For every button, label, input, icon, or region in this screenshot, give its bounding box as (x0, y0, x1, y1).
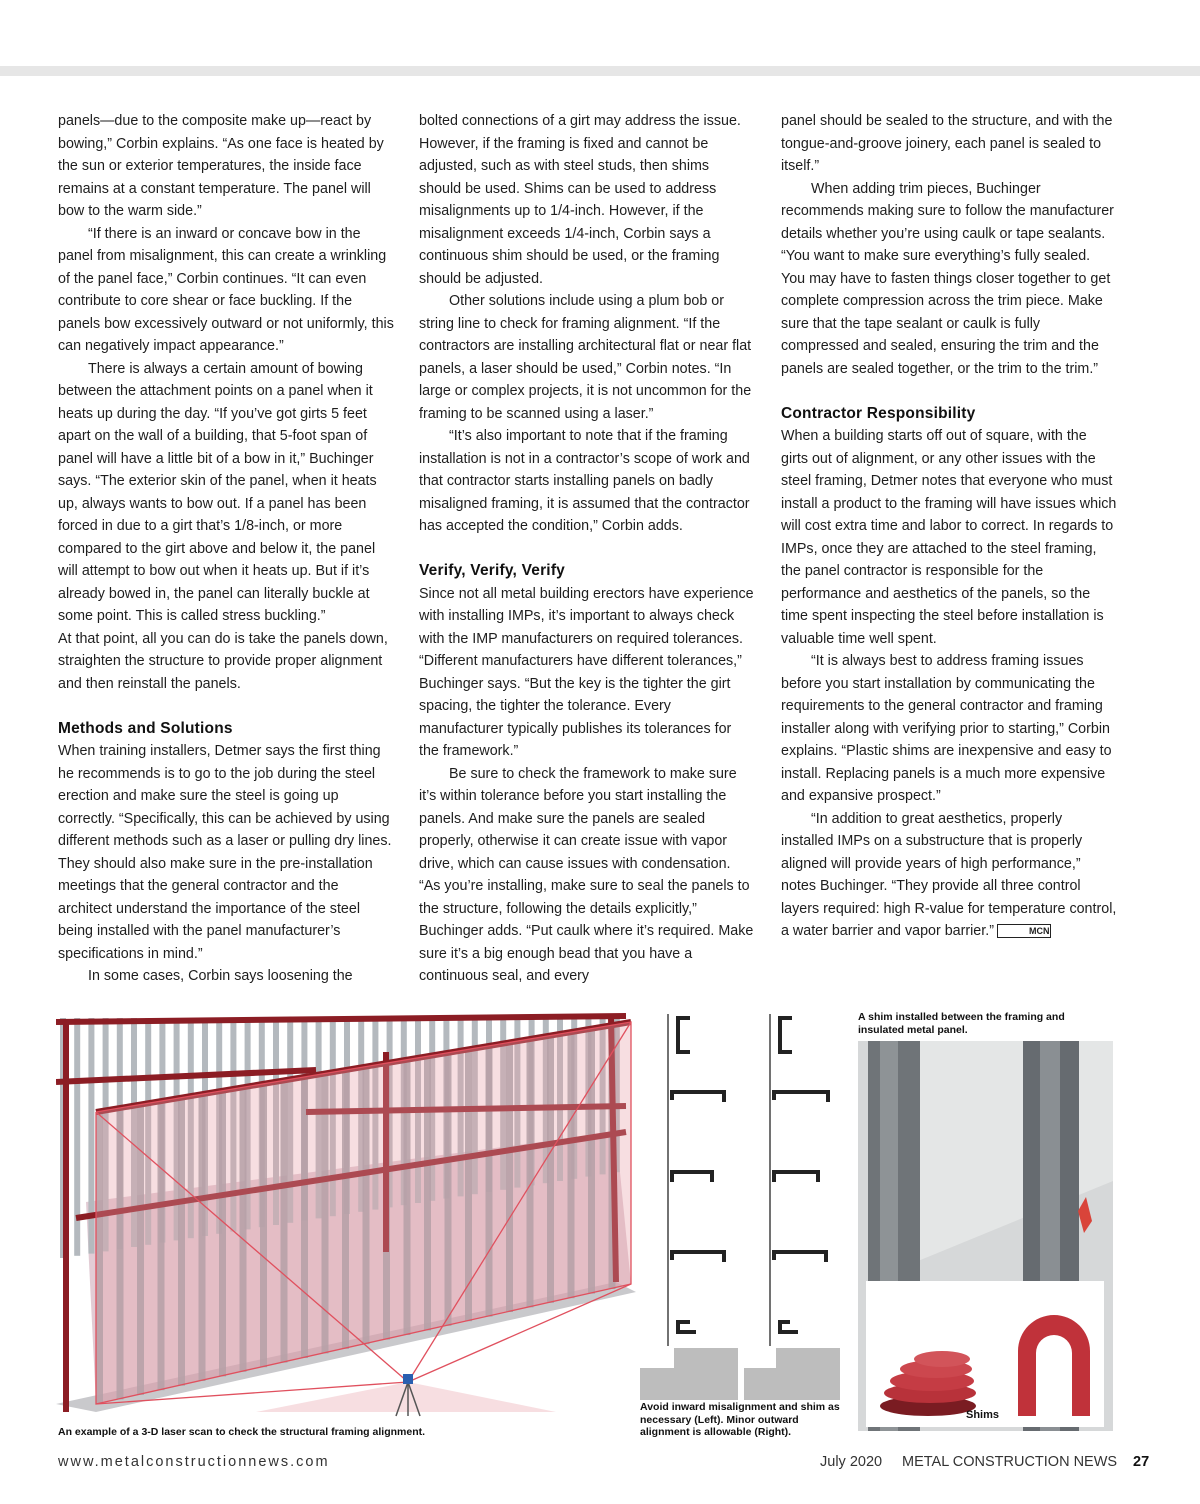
misalignment-caption: Avoid inward misalignment and shim as necessary (Left). Minor outward alignment is allowable (Right). (640, 1401, 840, 1438)
paragraph: At that point, all you can do is take the panels down, straighten the structure to provide proper alignment and then reinstall the panels. (58, 630, 388, 692)
paragraph: “It’s also important to note that if the framing installation is not in a contractor’s scope of work and that contractor starts installing panels on badly misaligned framing, it is assumed that the contractor has accepted the condition,” Corbin adds. (419, 428, 750, 534)
shim-photo-caption: A shim installed between the framing and insulated metal panel. (858, 1011, 1065, 1036)
girt-profile-diagram (640, 1010, 840, 1400)
paragraph: panels—due to the composite make up—react by bowing,” Corbin explains. “As one face is heated by the sun or exterior temperatures, the inside face remains at a constant temperature. The panel will bow to the warm side.” (58, 113, 384, 219)
end-of-article-mark: MCN (997, 924, 1052, 938)
footer-website: www.metalconstructionnews.com (58, 1454, 330, 1470)
section-heading: Methods and Solutions (58, 719, 233, 737)
paragraph: Be sure to check the framework to make sure it’s within tolerance before you start installing the panels. And make sure the panels are sealed properly, otherwise it can create issue with vapor drive, which can cause issues with condensation. “As you’re installing, make sure to seal the panels to the structure, following the details explicitly,” Buchinger adds. “Put caulk where it’s required. Make sure it’s a big enough bead that you have a continuous seal, and every (419, 765, 754, 984)
paragraph: When training installers, Detmer says the first thing he recommends is to go to the job during the steel erection and make sure the steel is going up correctly. “Specifically, this can be achieved by using different methods such as a laser or pulling dry lines. They should also make sure in the pre-installation meetings that the general contractor and the architect understand the importance of the steel being installed with the panel manufacturer’s specifications in mind.” (58, 743, 392, 962)
footer-date: July 2020 (820, 1454, 883, 1470)
paragraph (781, 808, 1117, 943)
shim-photo (858, 1041, 1113, 1431)
paragraph: panel should be sealed to the structure, and with the tongue-and-groove joinery, each panel is sealed to itself.” (781, 113, 1113, 174)
paragraph: Since not all metal building erectors have experience with installing IMPs, it’s important to always check with the IMP manufacturers on required tolerances. “Different manufacturers have different tolerances,” Buchinger says. “But the key is the tighter the girt spacing, the tighter the tolerance. Every manufacturer typically publishes its tolerances for the framework.” (419, 585, 754, 759)
paragraph: There is always a certain amount of bowing between the attachment points on a panel when it heats up during the day. “If you’ve got girts 5 feet apart on the wall of a building, that 5-foot span of panel will have a little bit of a bow in it,” Buchinger says. “The exterior skin of the panel, when it heats up, always wants to bow out. If a panel has been forced in due to a girt that’s 1/8-inch, or more compared to the girt above and below it, the panel will attempt to bow out when it heats up. But if it’s already bowed in, the panel can literally buckle at some point. This is called stress buckling.” (58, 360, 377, 624)
paragraph: When adding trim pieces, Buchinger recommends making sure to follow the manufacturer details whether you’re using caulk or tape sealants. “You want to make sure everything’s fully sealed. You may have to fasten things closer together to get complete compression across the trim piece. Make sure that the tape sealant or caulk is fully compressed and sealed, ensuring the trim and the panels are sealed together, or the trim to the trim.” (781, 180, 1114, 377)
shims-label: Shims (966, 1409, 1000, 1421)
article-column-1 (58, 110, 394, 988)
laser-scan-caption: An example of a 3-D laser scan to check the structural framing alignment. (58, 1426, 426, 1438)
misalignment-diagram (640, 1010, 840, 1400)
section-heading: Verify, Verify, Verify (419, 562, 565, 579)
top-band (0, 66, 1200, 76)
paragraph-text: “In addition to great aesthetics, properly installed IMPs on a substructure that is properly aligned will provide years of high performance,” notes Buchinger. “They provide all three control layers required: high R-value for temperature control, a water barrier and vapor barrier.” (781, 810, 1117, 939)
paragraph: bolted connections of a girt may address the issue. However, if the framing is fixed and cannot be adjusted, such as with steel studs, then shims should be used. Shims can be used to address misalignments up to 1/4-inch. However, if the misalignment exceeds 1/4-inch, Corbin says a continuous shim should be used, or the framing should be adjusted. (419, 113, 741, 287)
paragraph: Other solutions include using a plum bob or string line to check for framing alignment. “If the contractors are installing architectural flat or near flat panels, a laser should be used,” Corbin notes. “In large or complex projects, it is not uncommon for the framing to be scanned using a laser.” (419, 293, 752, 422)
page-number: 27 (1133, 1454, 1150, 1470)
laser-scan-illustration (56, 1012, 636, 1420)
paragraph: “If there is an inward or concave bow in the panel from misalignment, this can create a wrinkling of the panel face,” Corbin continues. “It can even contribute to core shear or face buckling. If the panels bow excessively outward or not uniformly, this can negatively impact appearance.” (58, 225, 394, 354)
paragraph: “It is always best to address framing issues before you start installation by communicating the requirements to the general contractor and framing installer along with verifying prior to starting,” Corbin explains. “Plastic shims are inexpensive and easy to install. Replacing panels is a much more expensive and expansive prospect.” (781, 653, 1112, 804)
article-column-3 (781, 110, 1117, 943)
paragraph: When a building starts off out of square, with the girts out of alignment, or any other issues with the steel framing, Detmer notes that everyone who must install a product to the framing will have issues which will cost extra time and labor to correct. In regards to IMPs, once they are attached to the steel framing, the panel contractor is responsible for the performance and aesthetics of the panels, so the time spent inspecting the steel before installation is valuable time well spent. (781, 428, 1117, 647)
section-heading: Contractor Responsibility (781, 404, 976, 422)
laser-scan-figure (56, 1012, 636, 1420)
paragraph: In some cases, Corbin says loosening the (88, 968, 353, 984)
footer-magazine: METAL CONSTRUCTION NEWS (902, 1454, 1118, 1470)
article-column-2 (419, 110, 755, 988)
shim-photo-illustration (858, 1041, 1113, 1431)
